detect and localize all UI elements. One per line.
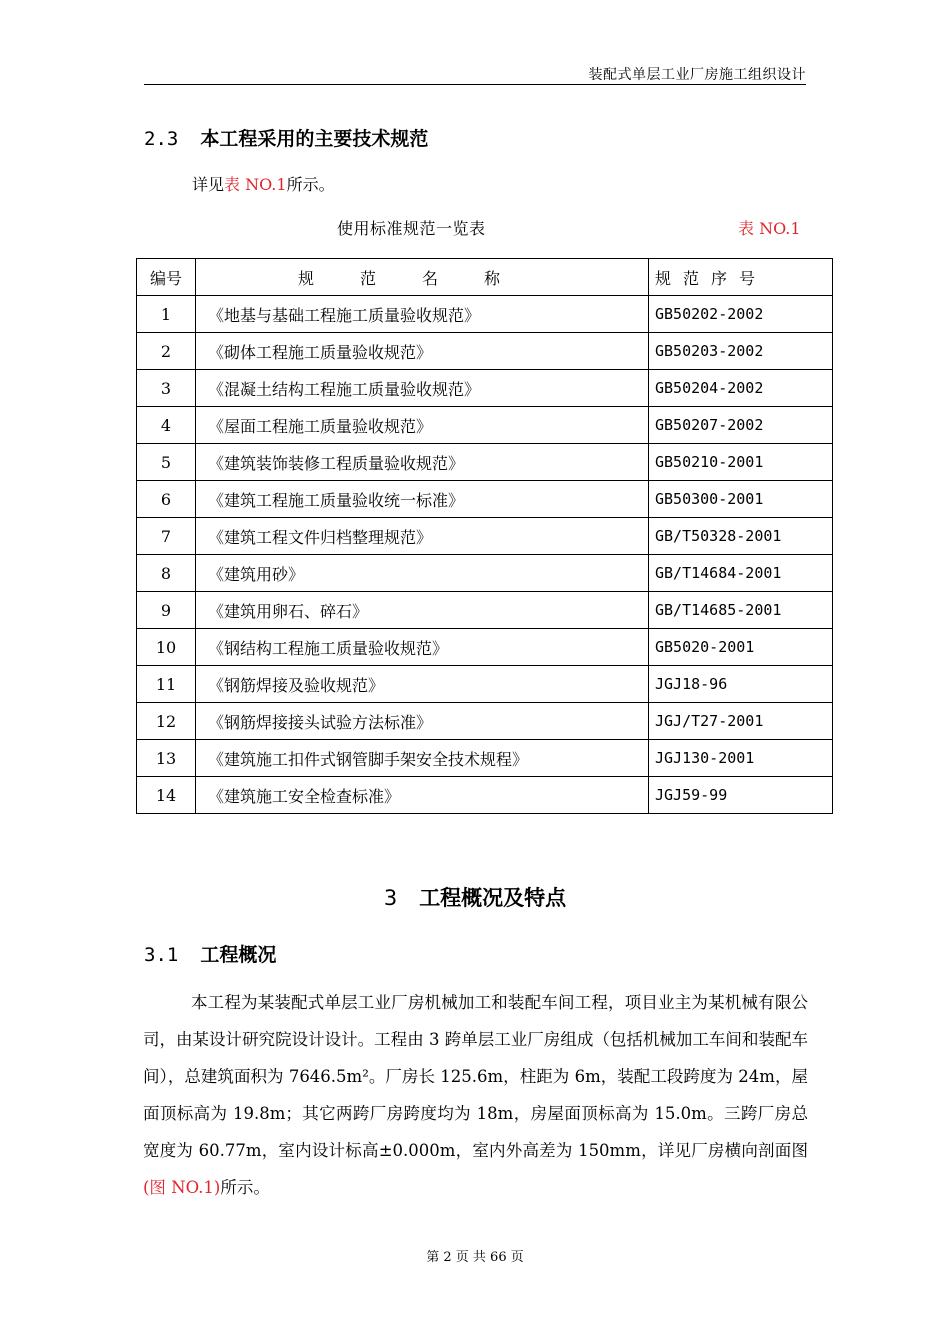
row-no: 1 [137,296,196,333]
row-name: 《混凝土结构工程施工质量验收规范》 [196,370,649,407]
row-code: GB50204-2002 [649,370,833,407]
chapter-number: 3 [383,886,398,910]
table-caption: 使用标准规范一览表 [337,219,486,238]
row-code: JGJ/T27-2001 [649,703,833,740]
table-row [137,518,833,555]
row-no: 5 [137,444,196,481]
row-no: 2 [137,333,196,370]
row-code: GB50202-2002 [649,296,833,333]
table-row [137,666,833,703]
row-code: JGJ18-96 [649,666,833,703]
section-title: 本工程采用的主要技术规范 [200,128,429,150]
row-code: GB/T50328-2001 [649,518,833,555]
running-header: 装配式单层工业厂房施工组织设计 [588,67,806,83]
row-name: 《建筑工程施工质量验收统一标准》 [196,481,649,518]
row-no: 14 [137,777,196,814]
table-row [137,370,833,407]
section-heading-3-1 [144,940,276,967]
row-code: JGJ130-2001 [649,740,833,777]
table-row [137,629,833,666]
figure-reference-link[interactable]: (图 NO.1) [143,1178,221,1197]
paragraph-end: 所示。 [220,1178,270,1197]
header-name: 规范名称 [196,259,649,296]
section-title: 工程概况 [200,944,277,966]
chapter-heading-3 [0,882,950,912]
section-number: 3.1 [144,944,179,966]
row-no: 3 [137,370,196,407]
row-name: 《建筑用卵石、碎石》 [196,592,649,629]
ref-suffix: 所示。 [286,175,335,194]
header-no: 编号 [137,259,196,296]
row-code: GB/T14685-2001 [649,592,833,629]
row-name: 《砌体工程施工质量验收规范》 [196,333,649,370]
table-row [137,703,833,740]
table-row [137,296,833,333]
table-row [137,333,833,370]
table-reference-link[interactable]: 表 NO.1 [224,175,287,194]
row-code: GB50210-2001 [649,444,833,481]
ref-prefix: 详见 [192,175,225,194]
section-heading-2-3 [144,124,428,151]
table-reference-line [192,172,335,195]
row-name: 《建筑工程文件归档整理规范》 [196,518,649,555]
row-name: 《钢筋焊接及验收规范》 [196,666,649,703]
row-code: GB5020-2001 [649,629,833,666]
row-name: 《屋面工程施工质量验收规范》 [196,407,649,444]
row-no: 12 [137,703,196,740]
row-no: 6 [137,481,196,518]
project-overview-paragraph [143,984,808,1206]
table-row [137,740,833,777]
row-code: GB50207-2002 [649,407,833,444]
row-no: 8 [137,555,196,592]
table-row [137,481,833,518]
row-no: 4 [137,407,196,444]
table-header-row [137,259,833,296]
row-name: 《钢结构工程施工质量验收规范》 [196,629,649,666]
row-no: 9 [137,592,196,629]
table-row [137,777,833,814]
row-code: JGJ59-99 [649,777,833,814]
row-code: GB/T14684-2001 [649,555,833,592]
chapter-title: 工程概况及特点 [419,886,567,910]
header-code: 规范序号 [649,259,833,296]
paragraph-text: 本工程为某装配式单层工业厂房机械加工和装配车间工程，项目业主为某机械有限公司，由某设计研究院设计设计。工程由 3 跨单层工业厂房组成（包括机械加工车间和装配车间），总建筑面积为 7646.5m²。厂房长 125.6m，柱距为 6m，装配工段跨度为 24m，屋面顶标高为 19.8m；其它两跨厂房跨度均为 18m，房屋面顶标高为 15.0m。三跨厂房总宽度为 60.77m，室内设计标高±0.000m，室内外高差为 150mm，详见厂房横向剖面图 [143,993,808,1160]
header-divider [144,84,806,85]
row-name: 《建筑用砂》 [196,555,649,592]
row-name: 《钢筋焊接接头试验方法标准》 [196,703,649,740]
row-no: 10 [137,629,196,666]
row-name: 《建筑施工安全检查标准》 [196,777,649,814]
row-name: 《建筑装饰装修工程质量验收规范》 [196,444,649,481]
row-code: GB50300-2001 [649,481,833,518]
table-number: 表 NO.1 [738,219,801,238]
table-row [137,407,833,444]
standards-table [136,258,833,814]
row-no: 13 [137,740,196,777]
page-footer: 第 2 页 共 66 页 [426,1250,524,1265]
row-no: 7 [137,518,196,555]
row-name: 《建筑施工扣件式钢管脚手架安全技术规程》 [196,740,649,777]
table-row [137,444,833,481]
table-row [137,555,833,592]
table-row [137,592,833,629]
row-no: 11 [137,666,196,703]
row-code: GB50203-2002 [649,333,833,370]
row-name: 《地基与基础工程施工质量验收规范》 [196,296,649,333]
section-number: 2.3 [144,128,179,150]
